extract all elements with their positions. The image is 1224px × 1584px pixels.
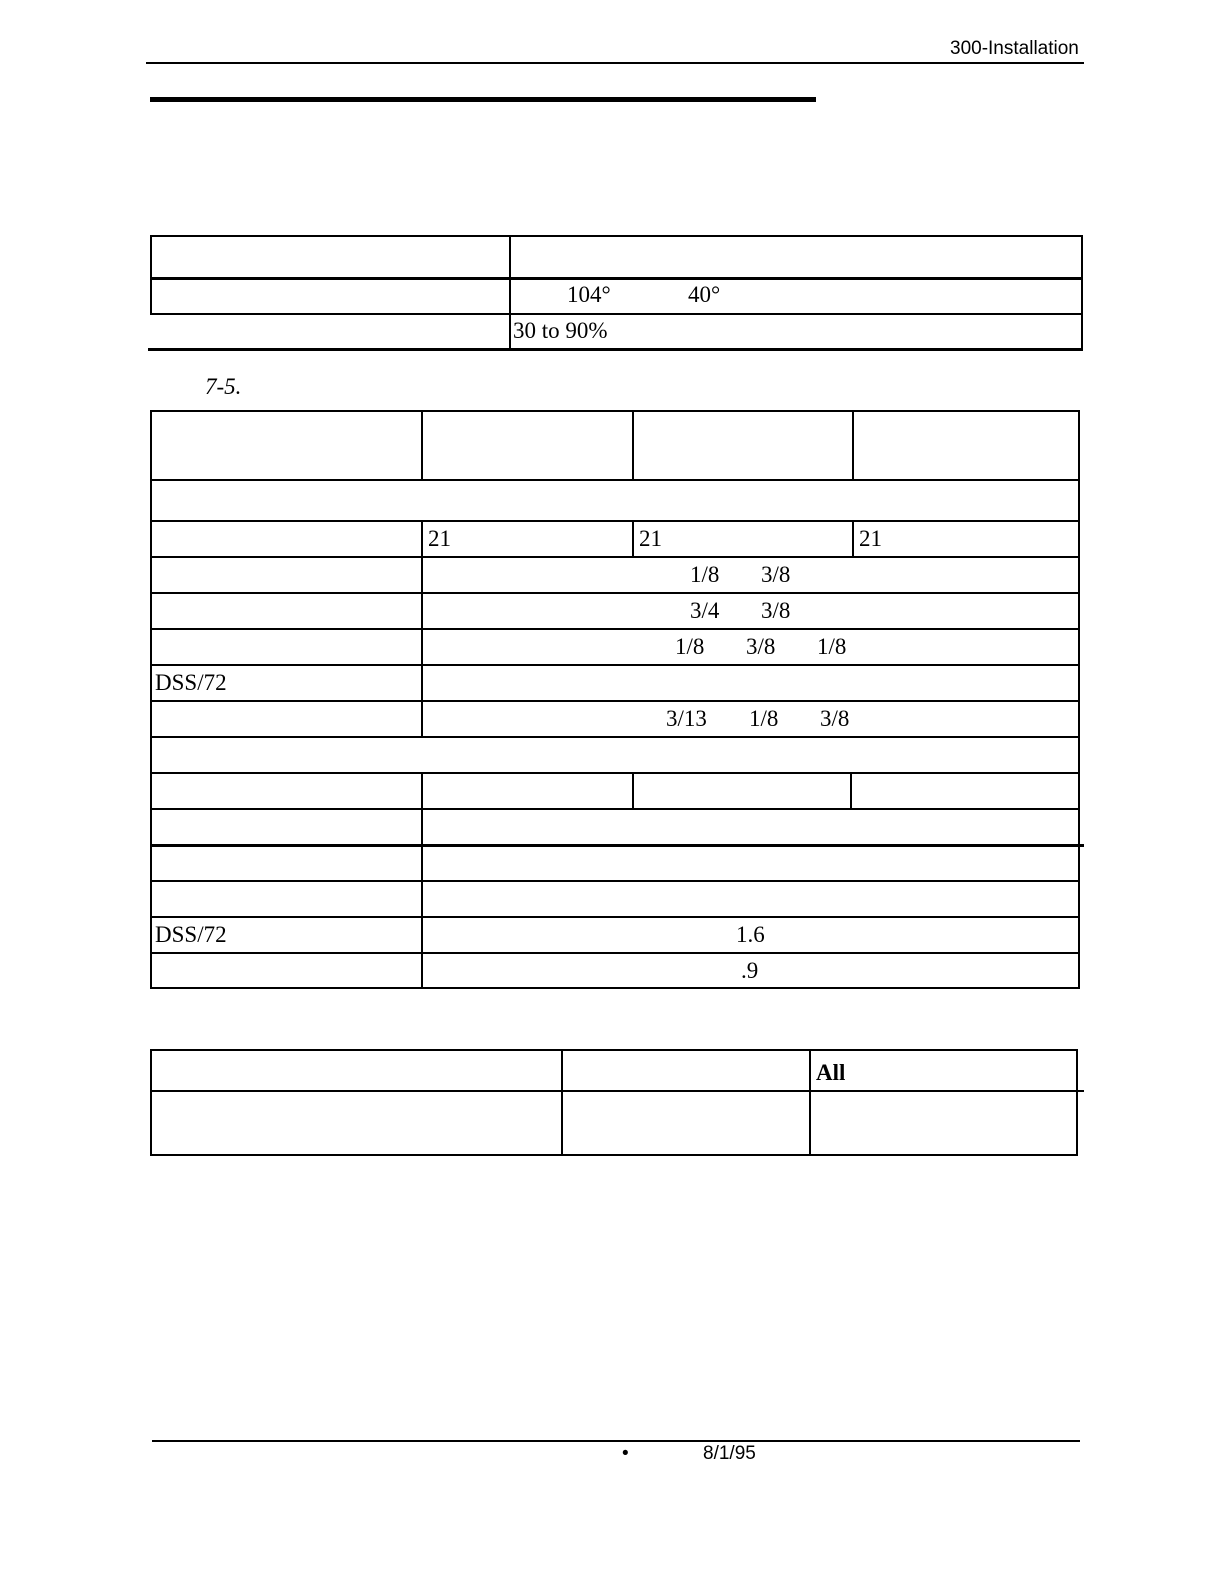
dim-cell: 1/8 (749, 706, 779, 731)
dim-cell: 3/8 (820, 706, 850, 731)
dim-cell: 21 (428, 526, 451, 551)
weight-cell: .9 (741, 958, 759, 983)
dim-cell: 21 (639, 526, 662, 551)
dim-cell: 3/13 (666, 706, 707, 731)
row-label: DSS/72 (155, 670, 227, 695)
header-rule (146, 62, 1084, 64)
dim-cell: 3/8 (761, 598, 791, 623)
dim-cell: 3/8 (746, 634, 776, 659)
running-header: 300-Installation (950, 38, 1079, 59)
humidity-value: 30 to 90% (513, 318, 608, 343)
weight-cell: 1.6 (736, 922, 765, 947)
footer-date: 8/1/95 (703, 1443, 756, 1464)
footer-bullet: • (622, 1443, 629, 1464)
dim-cell: 1/8 (690, 562, 720, 587)
title-rule (150, 97, 816, 102)
dim-cell: 1/8 (817, 634, 847, 659)
max-temp-value: 104° (567, 282, 611, 307)
header-all: All (816, 1060, 846, 1085)
row-label: DSS/72 (155, 922, 227, 947)
dim-cell: 3/8 (761, 562, 791, 587)
dim-cell: 3/4 (690, 598, 720, 623)
dim-cell: 1/8 (675, 634, 705, 659)
table-caption: 7-5. (205, 374, 242, 399)
min-temp-value: 40° (688, 282, 721, 307)
dim-cell: 21 (859, 526, 882, 551)
footer-rule (152, 1440, 1080, 1442)
